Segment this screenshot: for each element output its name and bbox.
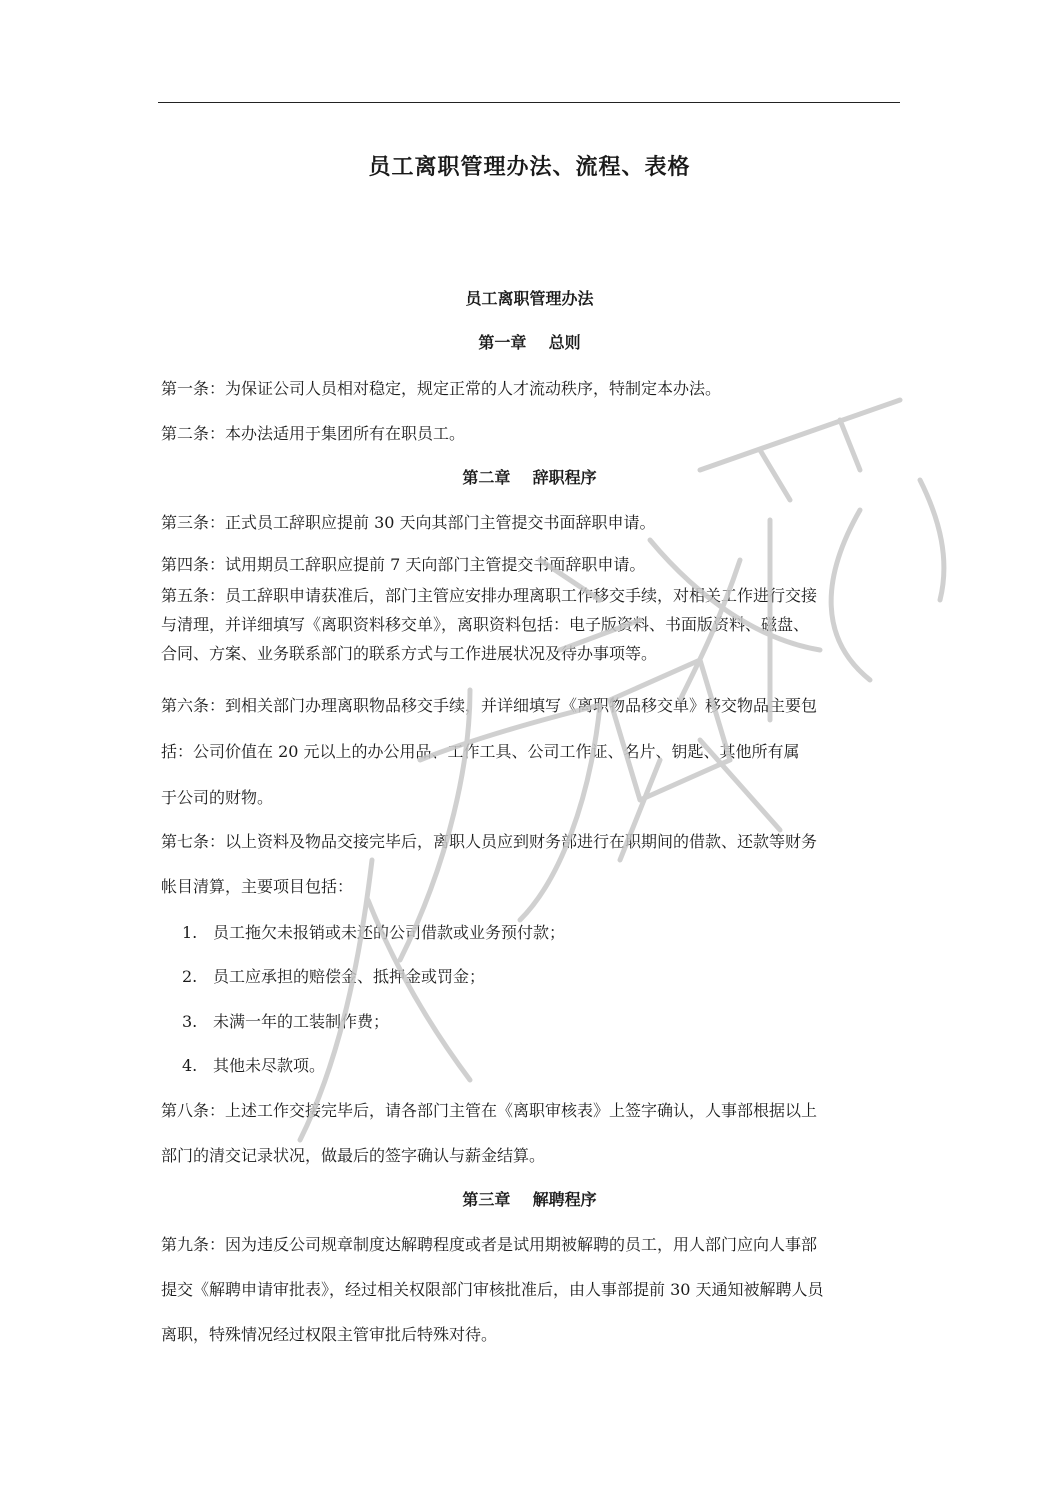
- article-7-line-1: 第七条：以上资料及物品交接完毕后，离职人员应到财务部进行在职期间的借款、还款等财务: [161, 832, 818, 851]
- list-text: 其他未尽款项。: [213, 1056, 326, 1075]
- article-6-line-3: 于公司的财物。: [161, 788, 274, 807]
- list-item: [182, 1053, 325, 1076]
- article-5-line-3: 合同、方案、业务联系部门的联系方式与工作进展状况及待办事项等。: [161, 644, 658, 663]
- list-number: 2.: [182, 967, 198, 986]
- article-8-line-1: 第八条：上述工作交接完毕后，请各部门主管在《离职审核表》上签字确认，人事部根据以上: [161, 1101, 818, 1120]
- header-rule: [158, 102, 900, 103]
- article-5-line-1: 第五条：员工辞职申请获准后，部门主管应安排办理离职工作移交手续，对相关工作进行交接: [161, 586, 818, 605]
- document-title: 员工离职管理办法、流程、表格: [368, 154, 691, 180]
- list-item: [182, 964, 485, 987]
- chapter-1-heading: 第一章 总则: [478, 333, 581, 352]
- article-1: 第一条：为保证公司人员相对稳定，规定正常的人才流动秩序，特制定本办法。: [161, 379, 722, 398]
- chapter-2-heading: 第二章 辞职程序: [462, 468, 597, 487]
- article-9-line-2: 提交《解聘申请审批表》，经过相关权限部门审核批准后，由人事部提前 30 天通知被解聘人员: [161, 1280, 824, 1299]
- article-3: 第三条：正式员工辞职应提前 30 天向其部门主管提交书面辞职申请。: [161, 513, 656, 532]
- article-9-line-1: 第九条：因为违反公司规章制度达解聘程度或者是试用期被解聘的员工，用人部门应向人事部: [161, 1235, 818, 1254]
- article-6-line-2: 括：公司价值在 20 元以上的办公用品、工作工具、公司工作证、名片、钥匙、其他所有属: [161, 742, 800, 761]
- list-number: 1.: [182, 923, 198, 942]
- article-7-line-2: 帐目清算，主要项目包括：: [161, 877, 354, 896]
- list-number: 4.: [182, 1056, 198, 1075]
- list-text: 未满一年的工装制作费；: [213, 1012, 390, 1031]
- article-4: 第四条：试用期员工辞职应提前 7 天向部门主管提交书面辞职申请。: [161, 555, 646, 574]
- list-text: 员工应承担的赔偿金、抵押金或罚金；: [213, 967, 486, 986]
- article-9-line-3: 离职，特殊情况经过权限主管审批后特殊对待。: [161, 1325, 498, 1344]
- section-title: 员工离职管理办法: [465, 289, 594, 308]
- list-item: [182, 920, 565, 943]
- list-number: 3.: [182, 1012, 198, 1031]
- list-text: 员工拖欠未报销或未还的公司借款或业务预付款；: [213, 923, 566, 942]
- chapter-3-heading: 第三章 解聘程序: [462, 1190, 597, 1209]
- list-item: [182, 1009, 389, 1032]
- article-2: 第二条：本办法适用于集团所有在职员工。: [161, 424, 466, 443]
- article-6-line-1: 第六条：到相关部门办理离职物品移交手续，并详细填写《离职物品移交单》移交物品主要包: [161, 696, 818, 715]
- article-5-line-2: 与清理，并详细填写《离职资料移交单》，离职资料包括：电子版资料、书面版资料、磁盘、: [161, 615, 810, 634]
- article-8-line-2: 部门的清交记录状况，做最后的签字确认与薪金结算。: [161, 1146, 546, 1165]
